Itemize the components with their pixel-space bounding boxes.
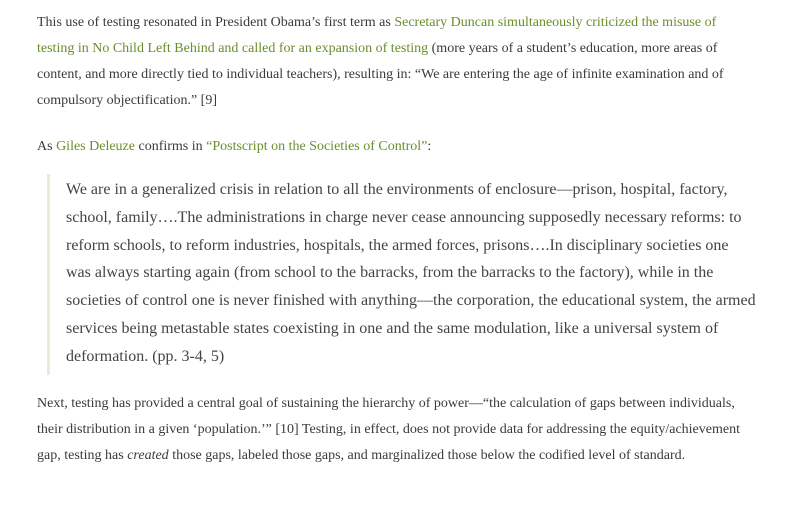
- paragraph-hierarchy: [37, 391, 757, 469]
- paragraph-deleuze-intro: [37, 134, 757, 160]
- deleuze-blockquote: [47, 174, 756, 375]
- emphasis-created: created: [127, 447, 169, 463]
- paragraph2-suffix: :: [427, 139, 432, 154]
- duncan-testing-link[interactable]: Secretary Duncan simultaneously criticized the misuse of testing in No Child Left Behind and called for an expansion of testing: [37, 15, 717, 56]
- paragraph2-middle: confirms in: [134, 139, 207, 154]
- paragraph1-rest: (more years of a student’s education, more areas of content, and more directly tied to individual teachers), resulting in: “We are entering the age of infinite examination and of compulsory objectification.” [9]: [37, 41, 724, 108]
- article-body: [37, 10, 757, 469]
- blockquote-text: We are in a generalized crisis in relation to all the environments of enclosure—prison, hospital, factory, school, family….The administrations in charge never cease announcing supposedly necessary reforms: to reform schools, to reform industries, hospitals, the armed forces, prisons….In disciplinary societies one was always starting again (from school to the barracks, from the barracks to the factory), while in the societies of control one is never finished with anything—the corporation, the educational system, the armed services being metastable states coexisting in one and the same modulation, like a universal system of deformation. (pp. 3-4, 5): [66, 181, 756, 365]
- paragraph3-after-em: those gaps, labeled those gaps, and marginalized those below the codified level of standard.: [168, 447, 686, 463]
- paragraph1-intro: This use of testing resonated in President Obama’s first term as: [37, 15, 395, 30]
- postscript-link[interactable]: “Postscript on the Societies of Control”: [206, 139, 428, 154]
- giles-deleuze-link[interactable]: Giles Deleuze: [56, 139, 135, 154]
- paragraph2-prefix: As: [37, 139, 57, 154]
- paragraph-obama-testing: [37, 10, 757, 114]
- paragraph3-before-em: Next, testing has provided a central goal of sustaining the hierarchy of power—“the calculation of gaps between individuals, their distribution in a given ‘population.’” [10] Testing, in effect, does not provide data for addressing the equity/achievement gap, testing has: [37, 395, 740, 463]
